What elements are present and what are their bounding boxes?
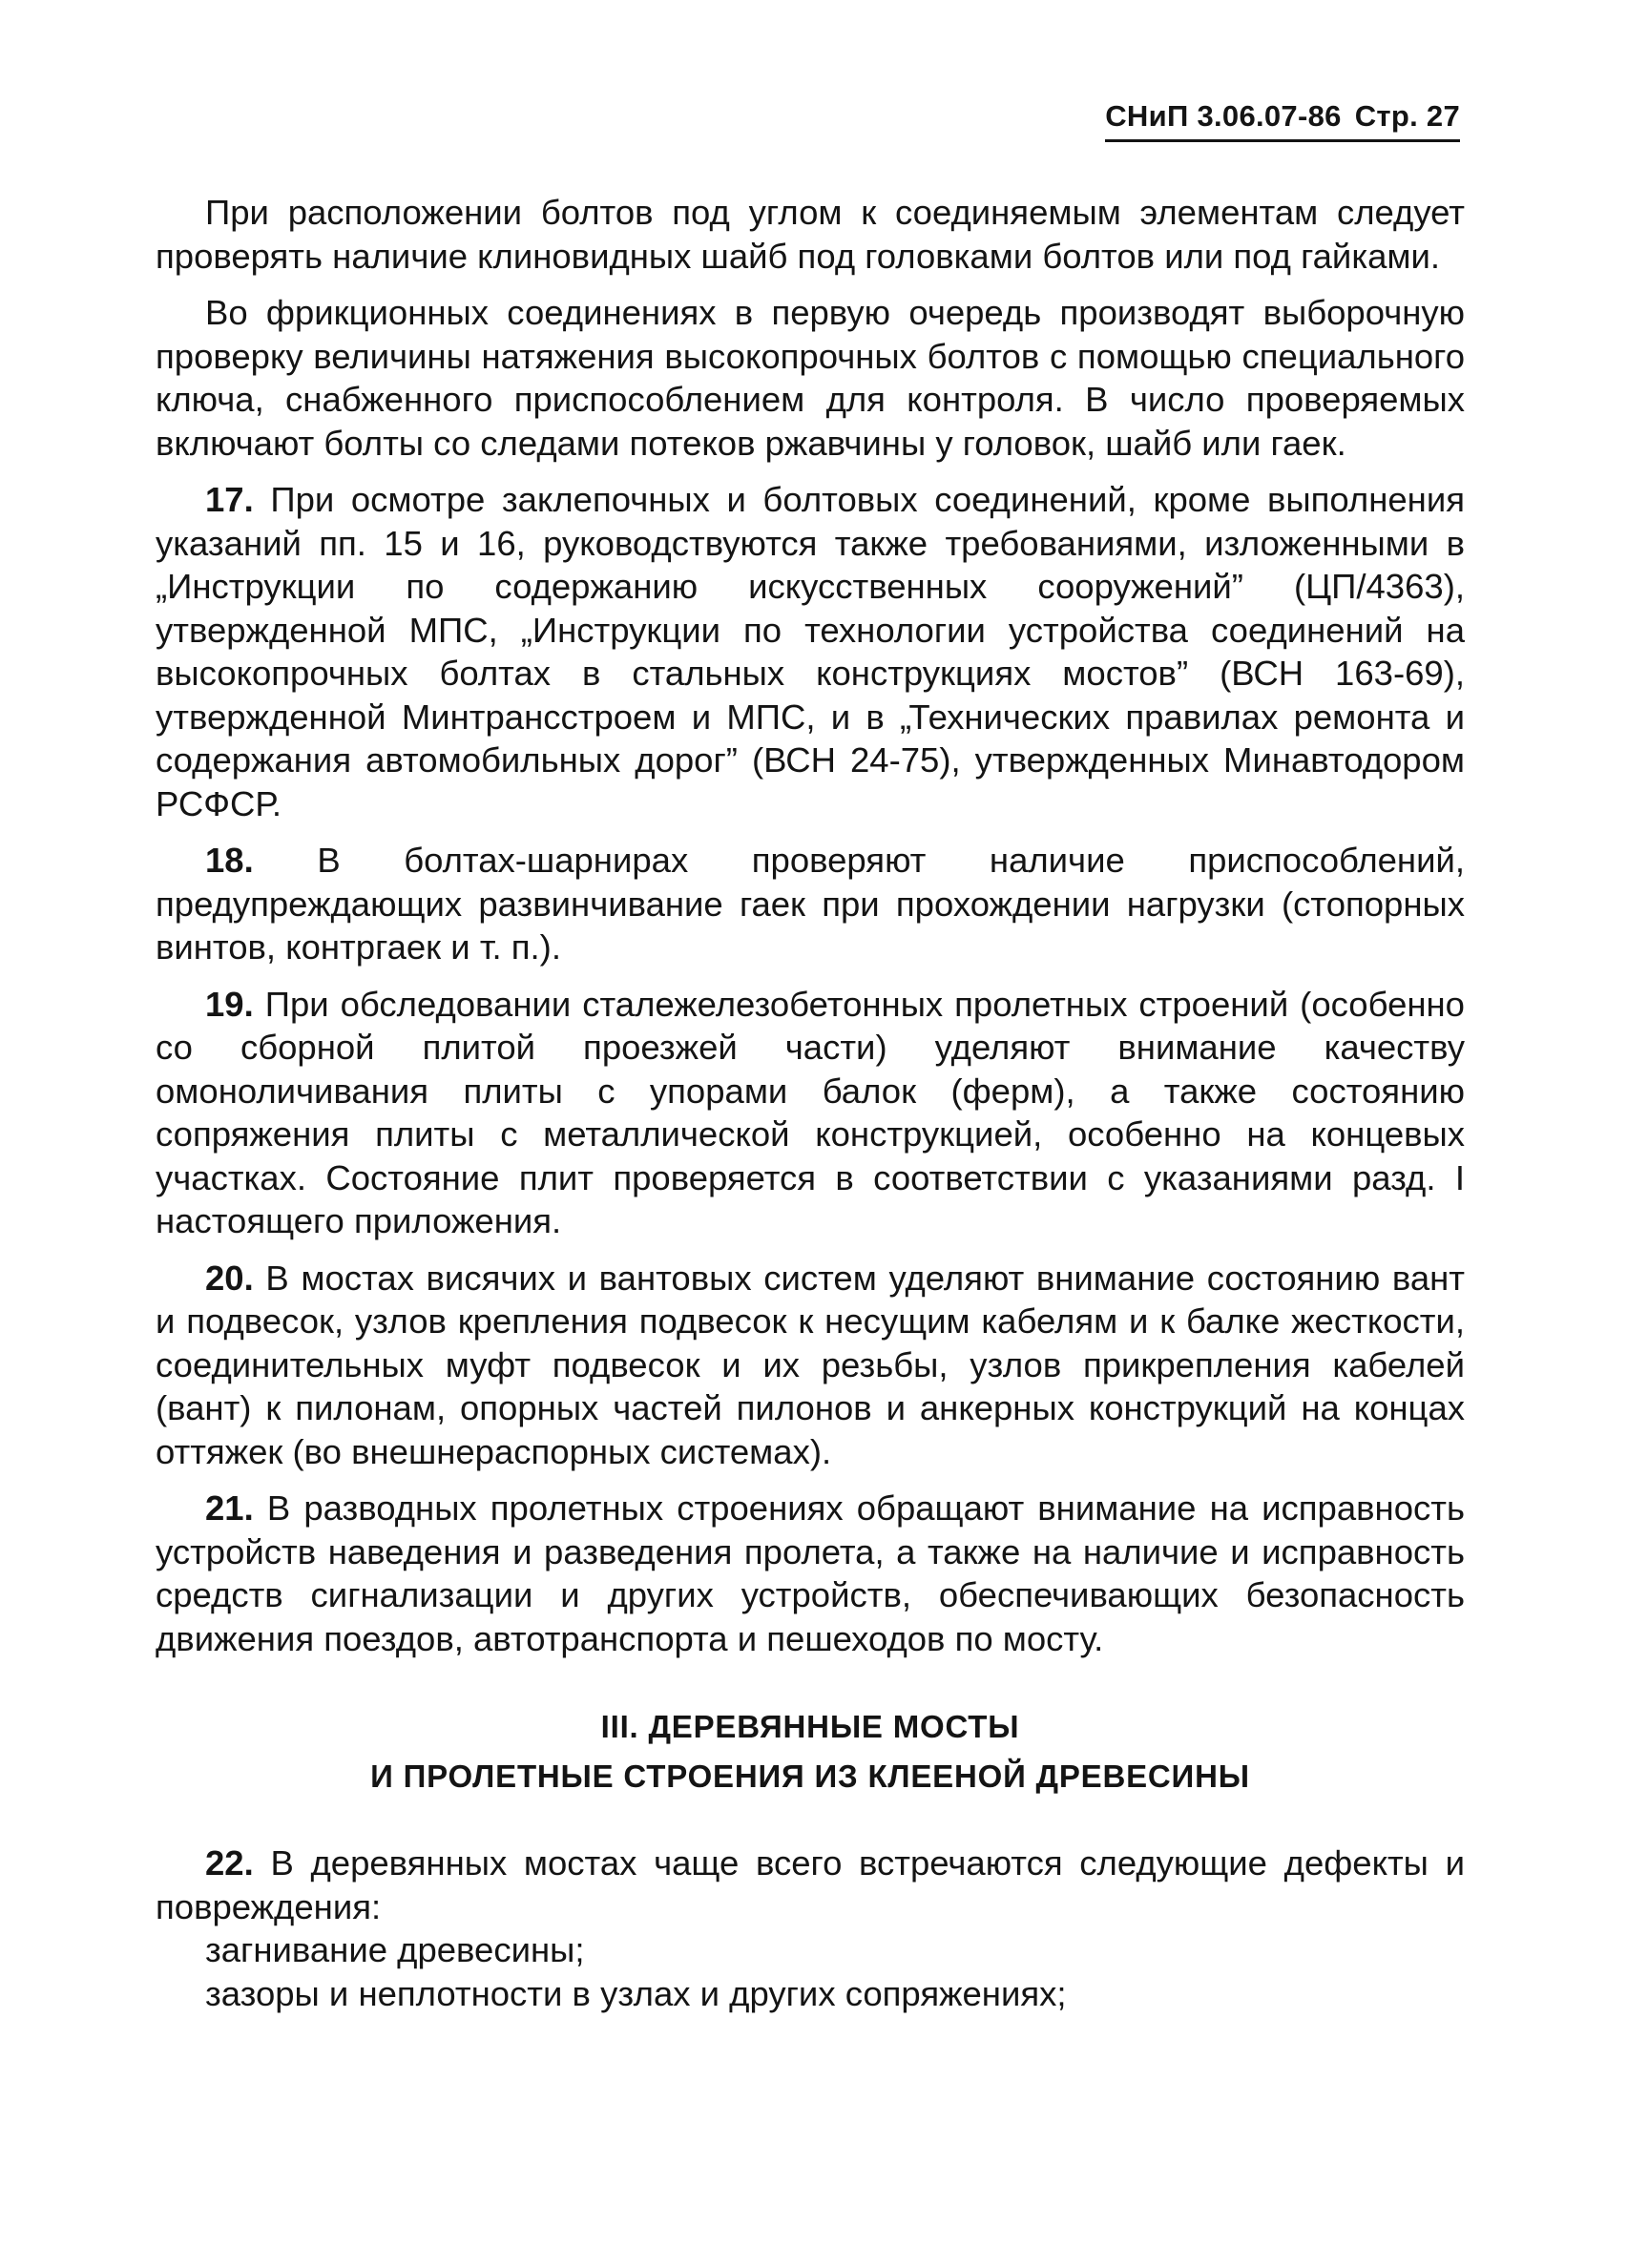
clause-17 [156,478,1465,825]
page-number: Стр. 27 [1354,99,1460,133]
clause-text: В мостах висячих и вантовых систем уделяют внимание состоянию вант и подвесок, узлов крепления подвесок к несущим кабелям и к балке жесткости, соединительных муфт подвесок и их резьбы, узлов прикрепления кабелей (вант) к пилонам, опорных частей пилонов и анкерных конструкций на концах оттяжек (во внешнераспорных системах). [156,1258,1465,1471]
list-item: зазоры и неплотности в узлах и других сопряжениях; [205,1973,1067,2013]
clause-18 [156,839,1465,969]
clause-text: В деревянных мостах чаще всего встречаются следующие дефекты и повреждения: [156,1843,1465,1926]
clause-number: 19. [205,984,254,1024]
clause-text: В разводных пролетных строениях обращают внимание на исправность устройств наведения и разведения пролета, а также на наличие и исправность средств сигнализации и других устройств, обеспечивающих безопасность движения поездов, автотранспорта и пешеходов по мосту. [156,1488,1465,1658]
list-item: загнивание древесины; [205,1930,585,1969]
document-body [156,191,1465,2015]
doc-code: СНиП 3.06.07-86 [1105,99,1342,133]
clause-number: 22. [205,1843,254,1883]
clause-20 [156,1257,1465,1474]
clause-number: 20. [205,1258,254,1298]
section-heading-line: III. ДЕРЕВЯННЫЕ МОСТЫ [600,1709,1020,1744]
page-header [1105,99,1460,142]
clause-number: 21. [205,1488,254,1528]
section-heading [156,1702,1465,1801]
paragraph-friction-joints: Во фрикционных соединениях в первую очередь производят выборочную проверку величины натяжения высокопрочных болтов с помощью специального ключа, снабженного приспособлением для контроля. В число проверяемых включают болты со следами потеков ржавчины у головок, шайб или гаек. [156,293,1465,463]
clause-22 [156,1841,1465,1928]
clause-19 [156,983,1465,1243]
clause-text: При осмотре заклепочных и болтовых соединений, кроме выполнения указаний пп. 15 и 16, руководствуются также требованиями, изложенными в „Инструкции по содержанию искусственных сооружений” (ЦП/4363), утвержденной МПС, „Инструкции по технологии устройства соединений на высокопрочных болтах в стальных конструкциях мостов” (ВСН 163-69), утвержденной Минтрансстроем и МПС, и в „Технических правилах ремонта и содержания автомобильных дорог” (ВСН 24-75), утвержденных Минавтодором РСФСР. [156,480,1465,823]
clause-text: В болтах-шарнирах проверяют наличие приспособлений, предупреждающих развинчивание гаек при прохождении нагрузки (стопорных винтов, контргаек и т. п.). [156,841,1465,967]
clause-number: 18. [205,841,254,880]
paragraph-bolts-angle: При расположении болтов под углом к соединяемым элементам следует проверять наличие клиновидных шайб под головками болтов или под гайками. [156,193,1465,276]
clause-number: 17. [205,480,254,519]
clause-text: При обследовании сталежелезобетонных пролетных строений (особенно со сборной плитой проезжей части) уделяют внимание качеству омоноличивания плиты с упорами балок (ферм), а также состоянию сопряжения плиты с металлической конструкцией, особенно на концевых участках. Состояние плит проверяется в соответствии с указаниями разд. I настоящего приложения. [156,984,1465,1240]
section-heading-line: И ПРОЛЕТНЫЕ СТРОЕНИЯ ИЗ КЛЕЕНОЙ ДРЕВЕСИНЫ [370,1758,1250,1794]
clause-21 [156,1487,1465,1660]
